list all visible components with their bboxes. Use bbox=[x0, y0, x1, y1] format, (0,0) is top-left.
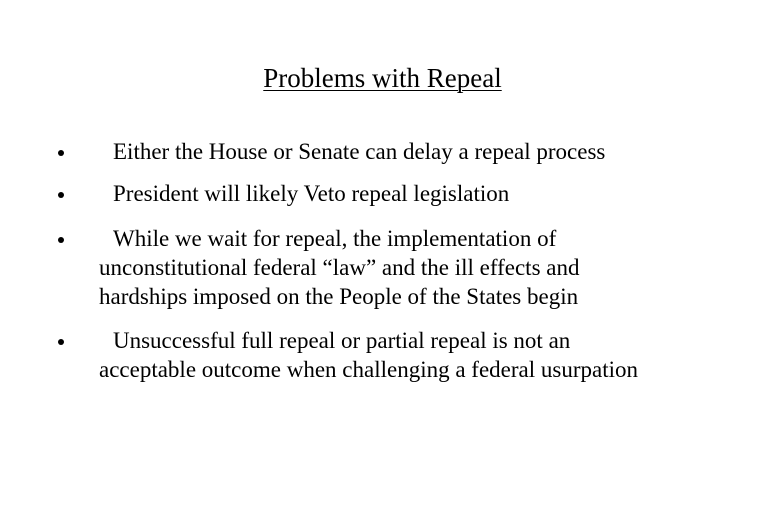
bullet-text: Either the House or Senate can delay a repeal process bbox=[113, 139, 606, 164]
bullet-text: While we wait for repeal, the implementation of unconstitutional federal “law” and the ill effects and hardships imposed on the People of the States begin bbox=[99, 226, 580, 309]
bullet-text: Unsuccessful full repeal or partial repeal is not an acceptable outcome when challenging a federal usurpation bbox=[99, 328, 638, 382]
slide-title: Problems with Repeal bbox=[263, 63, 502, 93]
bullet-dot-icon bbox=[58, 339, 64, 345]
bullet-dot-icon bbox=[58, 150, 64, 156]
bullet-dot-icon bbox=[58, 192, 64, 198]
bullet-dot-icon bbox=[58, 237, 64, 243]
bullet-text: President will likely Veto repeal legislation bbox=[113, 181, 510, 206]
